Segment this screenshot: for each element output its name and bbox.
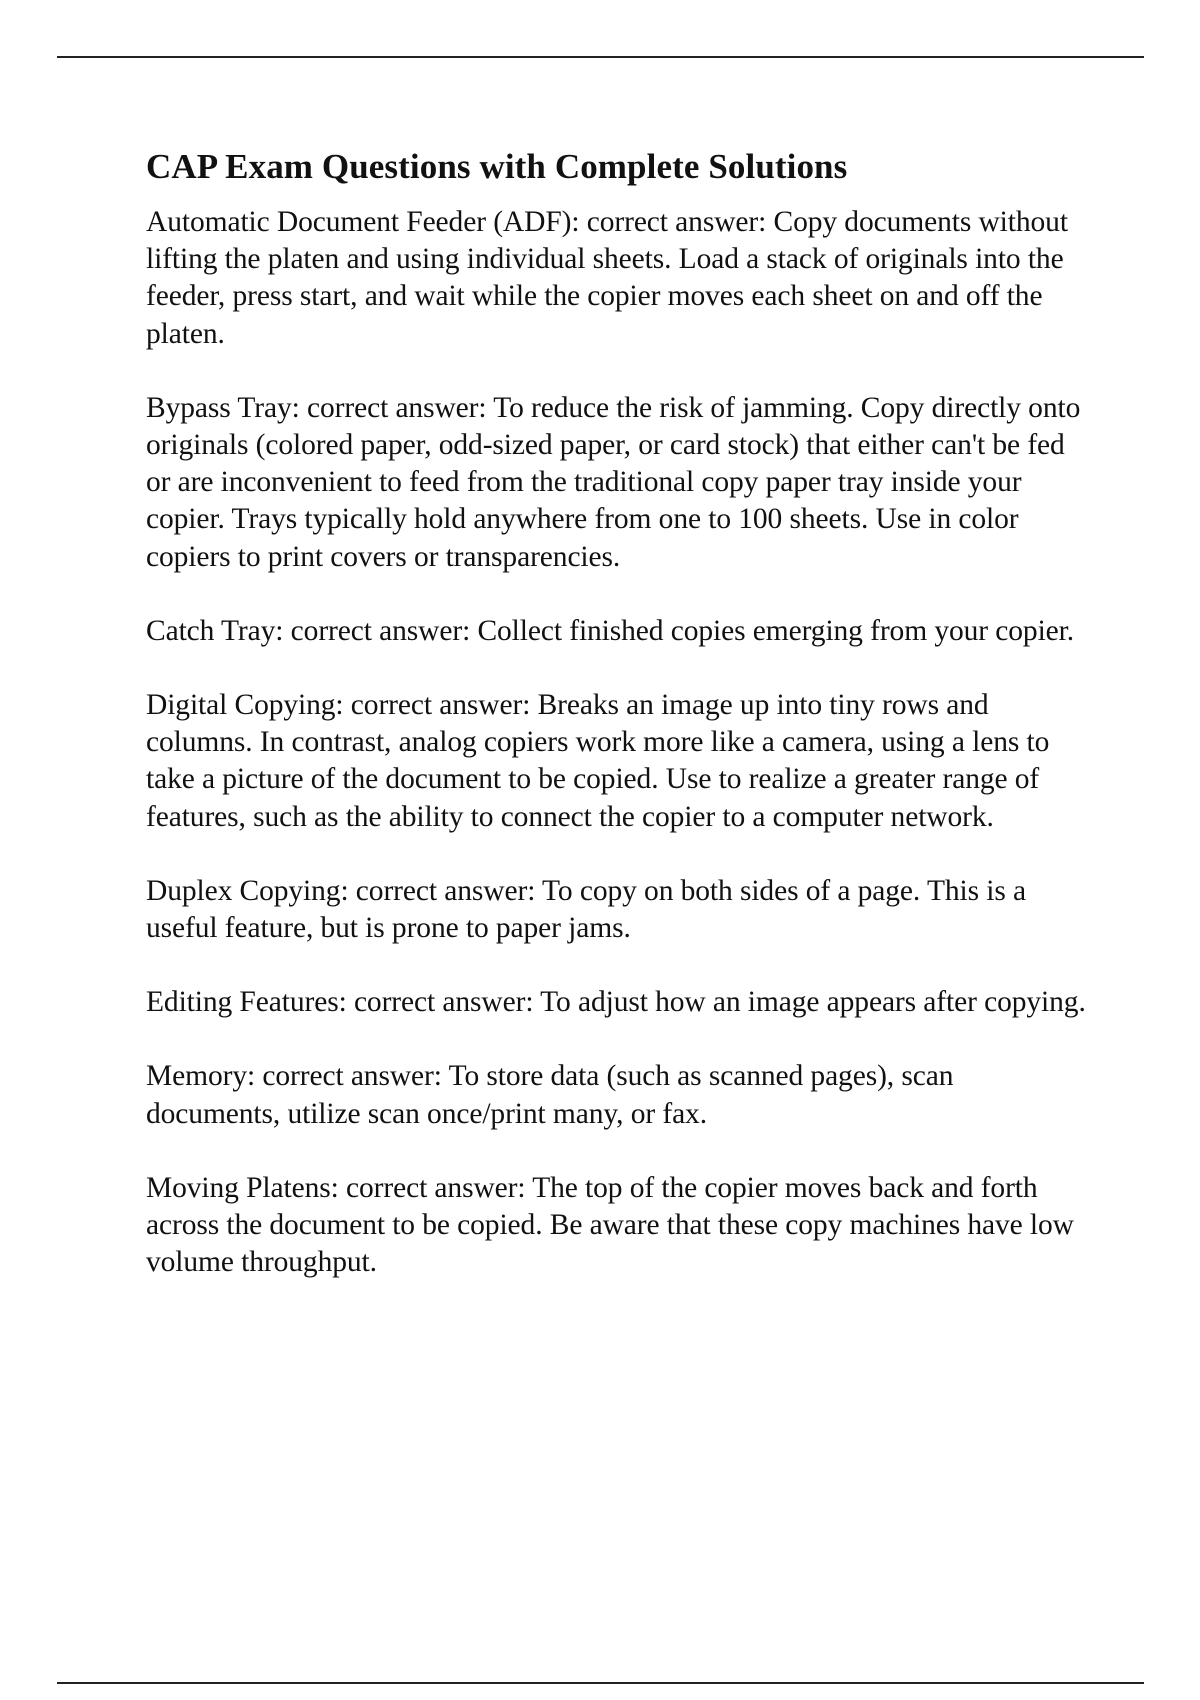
entry-moving-platens: Moving Platens: correct answer: The top of the copier moves back and forth across the document to be copied. Be aware that these copy machines have low volume throughput. [146, 1171, 1074, 1279]
header-rule [57, 56, 1144, 58]
entry-catch-tray: Catch Tray: correct answer: Collect finished copies emerging from your copier. [146, 614, 1075, 647]
document-title: CAP Exam Questions with Complete Solutions [146, 147, 848, 186]
entry-editing-features: Editing Features: correct answer: To adjust how an image appears after copying. [146, 986, 1086, 1019]
entry-memory: Memory: correct answer: To store data (such as scanned pages), scan documents, utilize scan once/print many, or fax. [146, 1060, 954, 1130]
footer-rule [57, 1682, 1144, 1684]
entry-bypass-tray: Bypass Tray: correct answer: To reduce the risk of jamming. Copy directly onto originals (colored paper, odd-sized paper, or card stock) that either can't be fed or are inconvenient to feed from the traditional copy paper tray inside your copier. Trays typically hold anywhere from one to 100 sheets. Use in color copiers to print covers or transparencies. [146, 391, 1081, 573]
entry-duplex-copying: Duplex Copying: correct answer: To copy on both sides of a page. This is a useful feature, but is prone to paper jams. [146, 874, 1027, 945]
document-body [146, 142, 1086, 1318]
entry-digital-copying: Digital Copying: correct answer: Breaks an image up into tiny rows and columns. In contrast, analog copiers work more like a camera, using a lens to take a picture of the document to be copied. Use to realize a greater range of features, such as the ability to connect the copier to a computer network. [146, 689, 1050, 833]
entry-list [146, 204, 1086, 1281]
entry-automatic-document-feeder: Automatic Document Feeder (ADF): correct answer: Copy documents without lifting the platen and using individual sheets. Load a stack of originals into the feeder, press start, and wait while the copier moves each sheet on and off the platen. [146, 206, 1068, 350]
